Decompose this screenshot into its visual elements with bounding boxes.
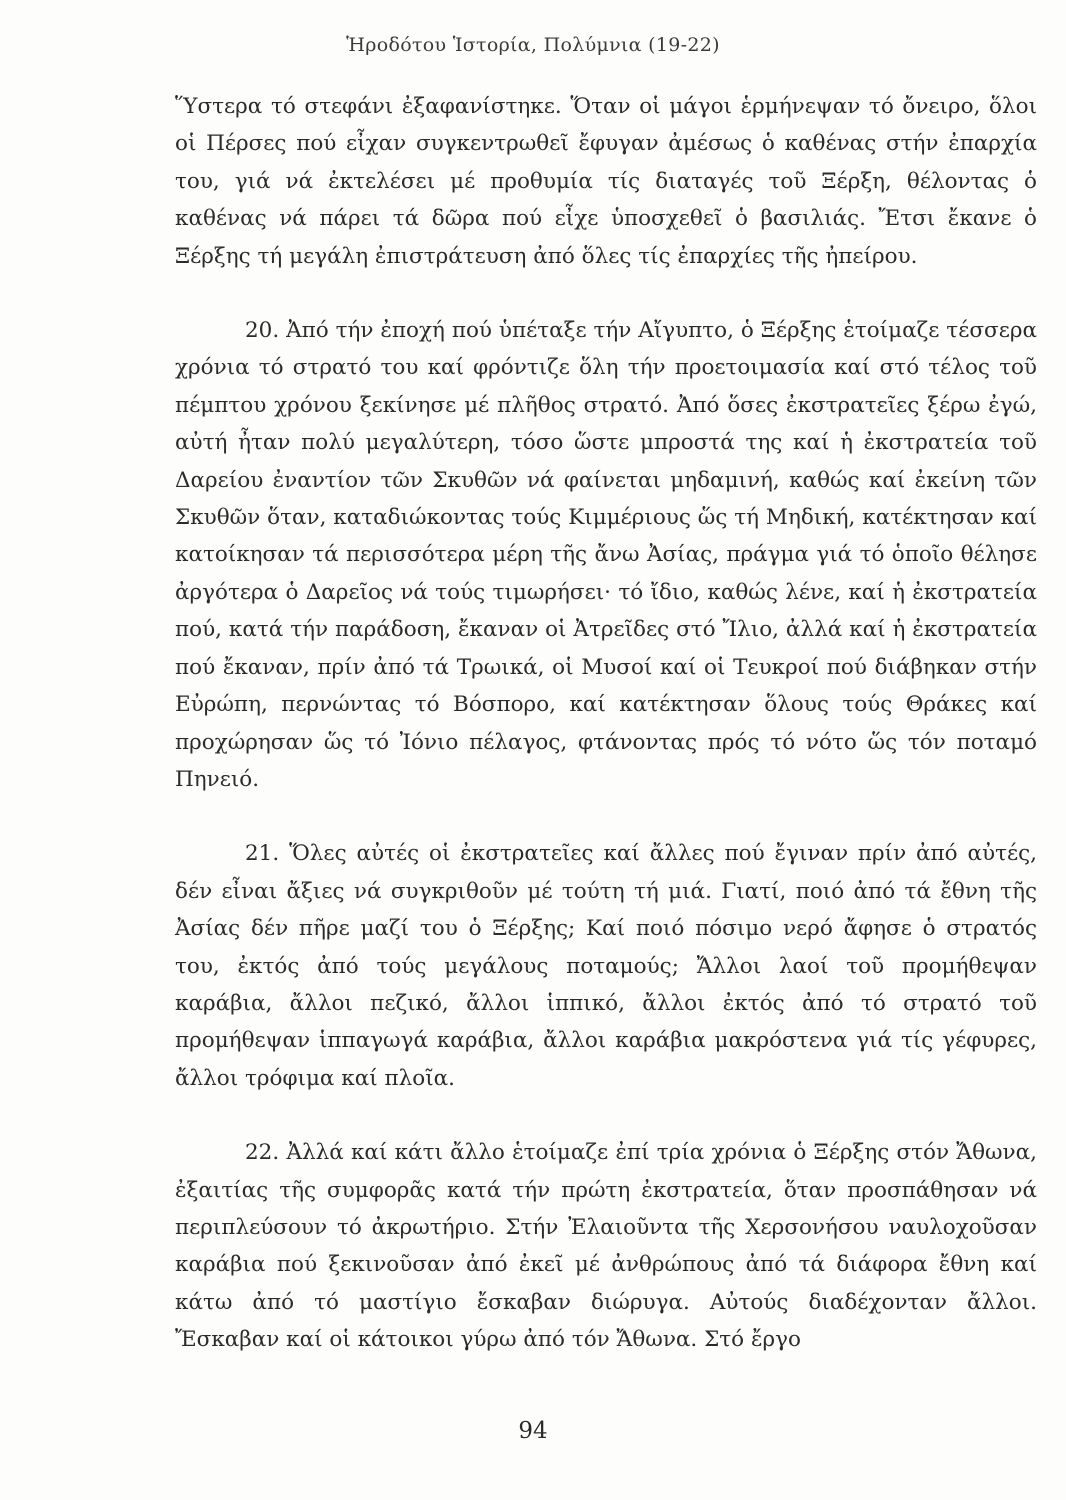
paragraph-number: 21. [245,841,280,867]
paragraph-text: Ἀπό τήν ἐποχή πού ὑπέταξε τήν Αἴγυπτο, ὁ Ξέρξης ἑτοίμαζε τέσσερα χρόνια τό στρατό του καί φρόντιζε ὅλη τήν προετοιμασία καί στό τέλος τοῦ πέμπτου χρόνου ξεκίνησε μέ πλῆθος στρατό. Ἀπό ὅσες ἐκστρατεῖες ξέρω ἐγώ, αὐτή ἦταν πολύ μεγαλύτερη, τόσο ὥστε μπροστά της καί ἡ ἐκστρατεία τοῦ Δαρείου ἐναντίον τῶν Σκυθῶν νά φαίνεται μηδαμινή, καθώς καί ἐκείνη τῶν Σκυθῶν ὅταν, καταδιώκοντας τούς Κιμμέριους ὥς τή Μηδική, κατέκτησαν καί κατοίκησαν τά περισσότερα μέρη τῆς ἄνω Ἀσίας, πράγμα γιά τό ὁποῖο θέλησε ἀργότερα ὁ Δαρεῖος νά τούς τιμωρήσει· τό ἴδιο, καθώς λένε, καί ἡ ἐκστρατεία πού, κατά τήν παράδοση, ἔκαναν οἱ Ἀτρεῖδες στό Ἴλιο, ἀλλά καί ἡ ἐκστρατεία πού ἔκαναν, πρίν ἀπό τά Τρωικά, οἱ Μυσοί καί οἱ Τευκροί πού διάβηκαν στήν Εὐρώπη, περνώντας τό Βόσπορο, καί κατέκτησαν ὅλους τούς Θράκες καί προχώρησαν ὥς τό Ἰόνιο πέλαγος, φτάνοντας πρός τό νότο ὥς τόν ποταμό Πηνειό. [175,318,1037,792]
running-head: Ἡροδότου Ἱστορία, Πολύμνια (19-22) [346,34,720,56]
paragraph-20 [175,312,1037,798]
paragraph-text: Ἀλλά καί κάτι ἄλλο ἑτοίμαζε ἐπί τρία χρόνια ὁ Ξέρξης στόν Ἄθωνα, ἐξαιτίας τῆς συμφορᾶς κατά τήν πρώτη ἐκστρατεία, ὅταν προσπάθησαν νά περιπλεύσουν τό ἀκρωτήριο. Στήν Ἐλαιοῦντα τῆς Χερσονήσου ναυλοχοῦσαν καράβια πού ξεκινοῦσαν ἀπό ἐκεῖ μέ ἀνθρώπους ἀπό τά διάφορα ἔθνη καί κάτω ἀπό τό μαστίγιο ἔσκαβαν διώρυγα. Αὐτούς διαδέχονταν ἄλλοι. Ἔσκαβαν καί οἱ κάτοικοι γύρω ἀπό τόν Ἄθωνα. Στό ἔργο [175,1140,1037,1353]
paragraph-text: Ὕστερα τό στεφάνι ἐξαφανίστηκε. Ὅταν οἱ μάγοι ἑρμήνεψαν τό ὄνειρο, ὅλοι οἱ Πέρσες πού εἶχαν συγκεντρωθεῖ ἔφυγαν ἀμέσως ὁ καθένας στήν ἐπαρχία του, γιά νά ἐκτελέσει μέ προθυμία τίς διαταγές τοῦ Ξέρξη, θέλοντας ὁ καθένας νά πάρει τά δῶρα πού εἶχε ὑποσχεθεῖ ὁ βασιλιάς. Ἔτσι ἔκανε ὁ Ξέρξης τή μεγάλη ἐπιστράτευση ἀπό ὅλες τίς ἐπαρχίες τῆς ἠπείρου. [175,94,1037,269]
paragraph-text: Ὅλες αὐτές οἱ ἐκστρατεῖες καί ἄλλες πού ἔγιναν πρίν ἀπό αὐτές, δέν εἶναι ἄξιες νά συγκριθοῦν μέ τούτη τή μιά. Γιατί, ποιό ἀπό τά ἔθνη τῆς Ἀσίας δέν πῆρε μαζί του ὁ Ξέρξης; Καί ποιό πόσιμο νερό ἄφησε ὁ στρατός του, ἐκτός ἀπό τούς μεγάλους ποταμούς; Ἄλλοι λαοί τοῦ προμήθεψαν καράβια, ἄλλοι πεζικό, ἄλλοι ἱππικό, ἄλλοι ἐκτός ἀπό τό στρατό τοῦ προμήθεψαν ἱππαγωγά καράβια, ἄλλοι καράβια μακρόστενα γιά τίς γέφυρες, ἄλλοι τρόφιμα καί πλοῖα. [175,841,1037,1091]
page-number: 94 [518,1418,548,1444]
body-text [175,88,1037,1359]
paragraph-number: 22. [245,1140,280,1166]
paragraph-22 [175,1134,1037,1358]
paragraph-number: 20. [245,318,280,344]
paragraph-21 [175,835,1037,1097]
paragraph-19-continued [175,88,1037,275]
